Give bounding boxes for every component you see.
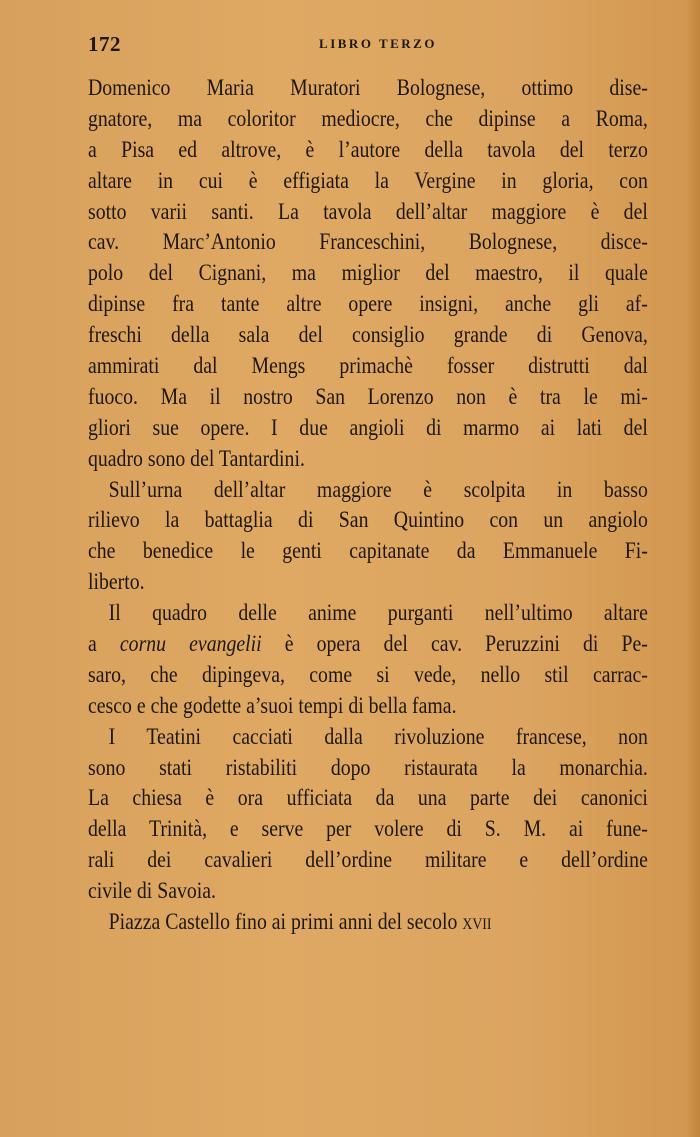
text-line [88, 382, 648, 413]
line-text: La chiesa è ora ufficiata da una parte dei canonici [88, 785, 648, 811]
text-line [88, 629, 648, 660]
line-text: Domenico Maria Muratori Bolognese, ottimo dise- [88, 75, 648, 100]
text-line [88, 660, 648, 691]
line-text: a Pisa ed altrove, è l’autore della tavola del terzo [88, 136, 648, 162]
line-text: fuoco. Ma il nostro San Lorenzo non è tra le mi- [88, 383, 648, 409]
line-text: cav. Marc’Antonio Franceschini, Bolognese, disce- [88, 229, 648, 255]
line-text: ammirati dal Mengs primachè fosser distrutti dal [88, 353, 648, 379]
text-line [88, 814, 648, 845]
line-text: cesco e che godette a’suoi tempi di bella fama. [88, 692, 457, 718]
text-line [88, 536, 648, 567]
line-text: I Teatini cacciati dalla rivoluzione francese, non [108, 723, 648, 749]
text-line [88, 722, 648, 753]
line-text: sono stati ristabiliti dopo ristaurata la monarchia. [88, 754, 648, 780]
line-text: della Trinità, e serve per volere di S. M. ai fune- [88, 816, 648, 842]
line-text: che benedice le genti capitanate da Emmanuele Fi- [88, 538, 648, 564]
line-text: polo del Cignani, ma miglior del maestro, il quale [88, 260, 648, 286]
text-line [88, 475, 648, 506]
text-line [88, 598, 648, 629]
line-text: rilievo la battaglia di San Quintino con un angiolo [88, 507, 648, 533]
text-line [88, 104, 648, 135]
text-line [88, 73, 648, 104]
text-line [88, 444, 648, 475]
line-text: Piazza Castello fino ai primi anni del secolo [108, 909, 463, 935]
line-text: freschi della sala del consiglio grande di Genova, [88, 322, 648, 348]
running-head: LIBRO TERZO [319, 36, 437, 51]
text-line [88, 227, 648, 258]
line-text: a [88, 631, 120, 657]
line-text: gnatore, ma coloritor mediocre, che dipinse a Roma, [88, 105, 648, 131]
text-line [88, 166, 648, 197]
text-line [88, 783, 648, 814]
body-text [88, 73, 648, 938]
text-line [88, 351, 648, 382]
line-text: Sull’urna dell’altar maggiore è scolpita in basso [108, 476, 648, 502]
page-number: 172 [88, 32, 121, 56]
century-numeral: xvii [462, 909, 492, 935]
text-line [88, 567, 648, 598]
line-text: gliori sue opere. I due angioli di marmo ai lati del [88, 414, 648, 440]
line-text: quadro sono del Tantardini. [88, 445, 305, 471]
text-line [88, 320, 648, 351]
line-text-continued: è opera del cav. Peruzzini di Pe- [261, 631, 648, 657]
page-edge-shadow [686, 0, 700, 1137]
line-text: civile di Savoia. [88, 878, 216, 904]
text-line [88, 753, 648, 784]
text-line [88, 691, 648, 722]
text-line [88, 413, 648, 444]
line-text: dipinse fra tante altre opere insigni, anche gli af- [88, 291, 648, 317]
line-text: rali dei cavalieri dell’ordine militare e dell’ordine [88, 847, 648, 873]
line-text: sotto varii santi. La tavola dell’altar maggiore è del [88, 198, 648, 224]
line-text: altare in cui è effigiata la Vergine in gloria, con [88, 167, 648, 193]
text-line [88, 907, 648, 938]
line-text: saro, che dipingeva, come si vede, nello stil carrac- [88, 661, 648, 687]
text-line [88, 845, 648, 876]
page-header [88, 32, 648, 62]
text-line [88, 505, 648, 536]
line-text: liberto. [88, 569, 145, 595]
italic-phrase: cornu evangelii [119, 631, 262, 657]
text-line [88, 289, 648, 320]
text-line [88, 258, 648, 289]
line-text: Il quadro delle anime purganti nell’ultimo altare [108, 600, 648, 626]
text-line [88, 876, 648, 907]
text-line [88, 135, 648, 166]
text-line [88, 197, 648, 228]
